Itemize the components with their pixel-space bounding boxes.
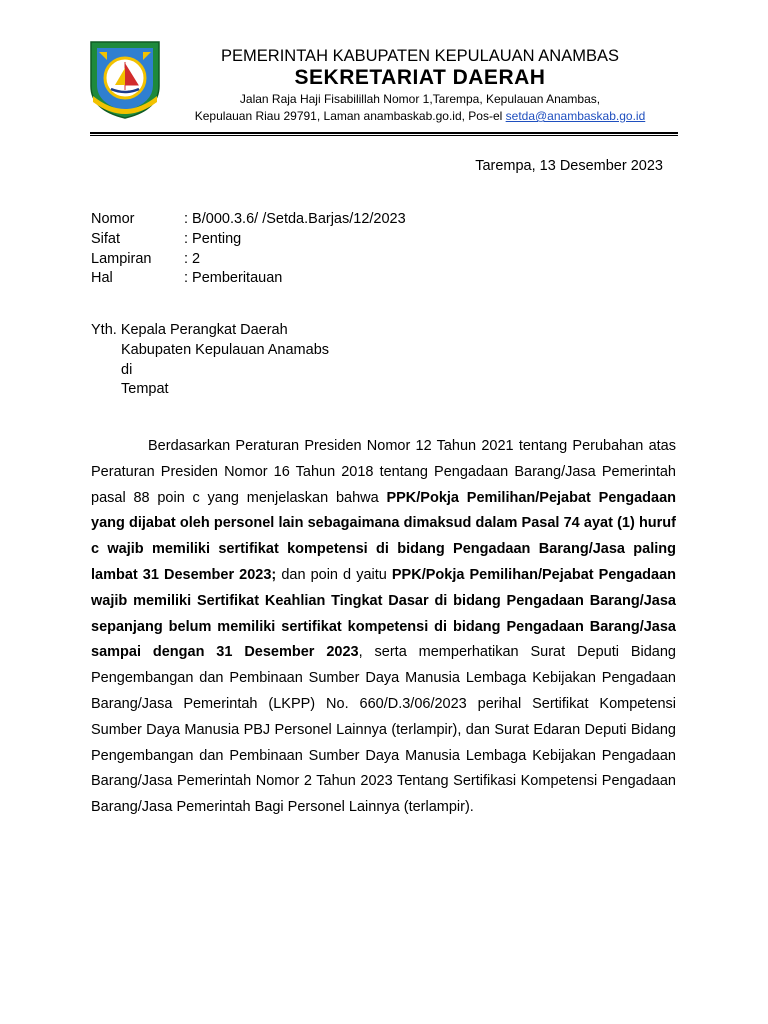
meta-key: Lampiran <box>91 251 152 267</box>
address-line2-text: Kepulauan Riau 29791, Laman anambaskab.go.id, Pos-el <box>194 109 506 123</box>
meta-key: Hal <box>91 270 113 286</box>
regency-logo <box>87 38 163 120</box>
meta-value: : Pemberitauan <box>184 270 283 286</box>
meta-key: Sifat <box>91 231 121 247</box>
meta-row-nomor <box>91 211 406 227</box>
recipient-line2: Kabupaten Kepulauan Anamabs <box>121 342 330 358</box>
recipient-line3: di <box>121 362 133 378</box>
recipient-line4: Tempat <box>121 381 169 397</box>
meta-row-hal <box>91 270 282 286</box>
meta-key: Nomor <box>91 211 135 227</box>
body-text-segment: Berdasarkan Peraturan Presiden Nomor 12 Tahun 2021 tentang Perubahan atas Peraturan Presiden Nomor 16 Tahun 2018 tentang Pengadaan Barang/Jasa Pemerintah pasal 88 poin c yang menjelaskan bahwa <box>91 438 676 506</box>
letterhead-divider <box>90 132 678 136</box>
body-bold-segment: PPK/Pokja Pemilihan/Pejabat Pengadaan yang dijabat oleh personel lain sebagaimana dimaksud dalam Pasal 74 ayat (1) huruf c wajib memiliki sertifikat kompetensi di bidang Pengadaan Barang/Jasa paling lambat 31 Desember 2023; <box>91 489 677 583</box>
body-text-segment: dan poin d yaitu <box>276 566 392 583</box>
letterhead-government: PEMERINTAH KABUPATEN KEPULAUAN ANAMBAS <box>221 47 619 65</box>
letter-date: Tarempa, 13 Desember 2023 <box>475 158 663 174</box>
meta-value: : Penting <box>184 231 242 247</box>
meta-value: : 2 <box>184 251 201 267</box>
meta-row-sifat <box>91 231 241 247</box>
letterhead-office: SEKRETARIAT DAERAH <box>294 66 546 89</box>
meta-row-lampiran <box>91 251 200 267</box>
letterhead-address-line1: Jalan Raja Haji Fisabilillah Nomor 1,Tarempa, Kepulauan Anambas, <box>239 92 601 106</box>
recipient-line1: Yth. Kepala Perangkat Daerah <box>91 322 288 338</box>
letter-body-paragraph <box>91 434 676 821</box>
letterhead-address-line2 <box>170 109 670 123</box>
body-bold-segment: PPK/Pokja Pemilihan/Pejabat Pengadaan wajib memiliki Sertifikat Keahlian Tingkat Dasar di bidang Pengadaan Barang/Jasa sepanjang belum memiliki sertifikat kompetensi di bidang Pengadaan Barang/Jasa sampai dengan 31 Desember 2023 <box>91 566 677 661</box>
meta-value: : B/000.3.6/ /Setda.Barjas/12/2023 <box>184 211 406 227</box>
email-link[interactable]: setda@anambaskab.go.id <box>505 109 646 123</box>
body-text-segment: , serta memperhatikan Surat Deputi Bidang Pengembangan dan Pembinaan Sumber Daya Manusia Lembaga Kebijakan Pengadaan Barang/Jasa Pemerintah (LKPP) No. 660/D.3/06/2023 perihal Sertifikat Kompetensi Sumber Daya Manusia PBJ Personel Lainnya (terlampir), dan Surat Edaran Deputi Bidang Pengembangan dan Pembinaan Sumber Daya Manusia Lembaga Kebijakan Pengadaan Barang/Jasa Pemerintah Nomor 2 Tahun 2023 Tentang Sertifikasi Kompetensi Pengadaan Barang/Jasa Pemerintah Bagi Personel Lainnya (terlampir). <box>91 644 676 816</box>
